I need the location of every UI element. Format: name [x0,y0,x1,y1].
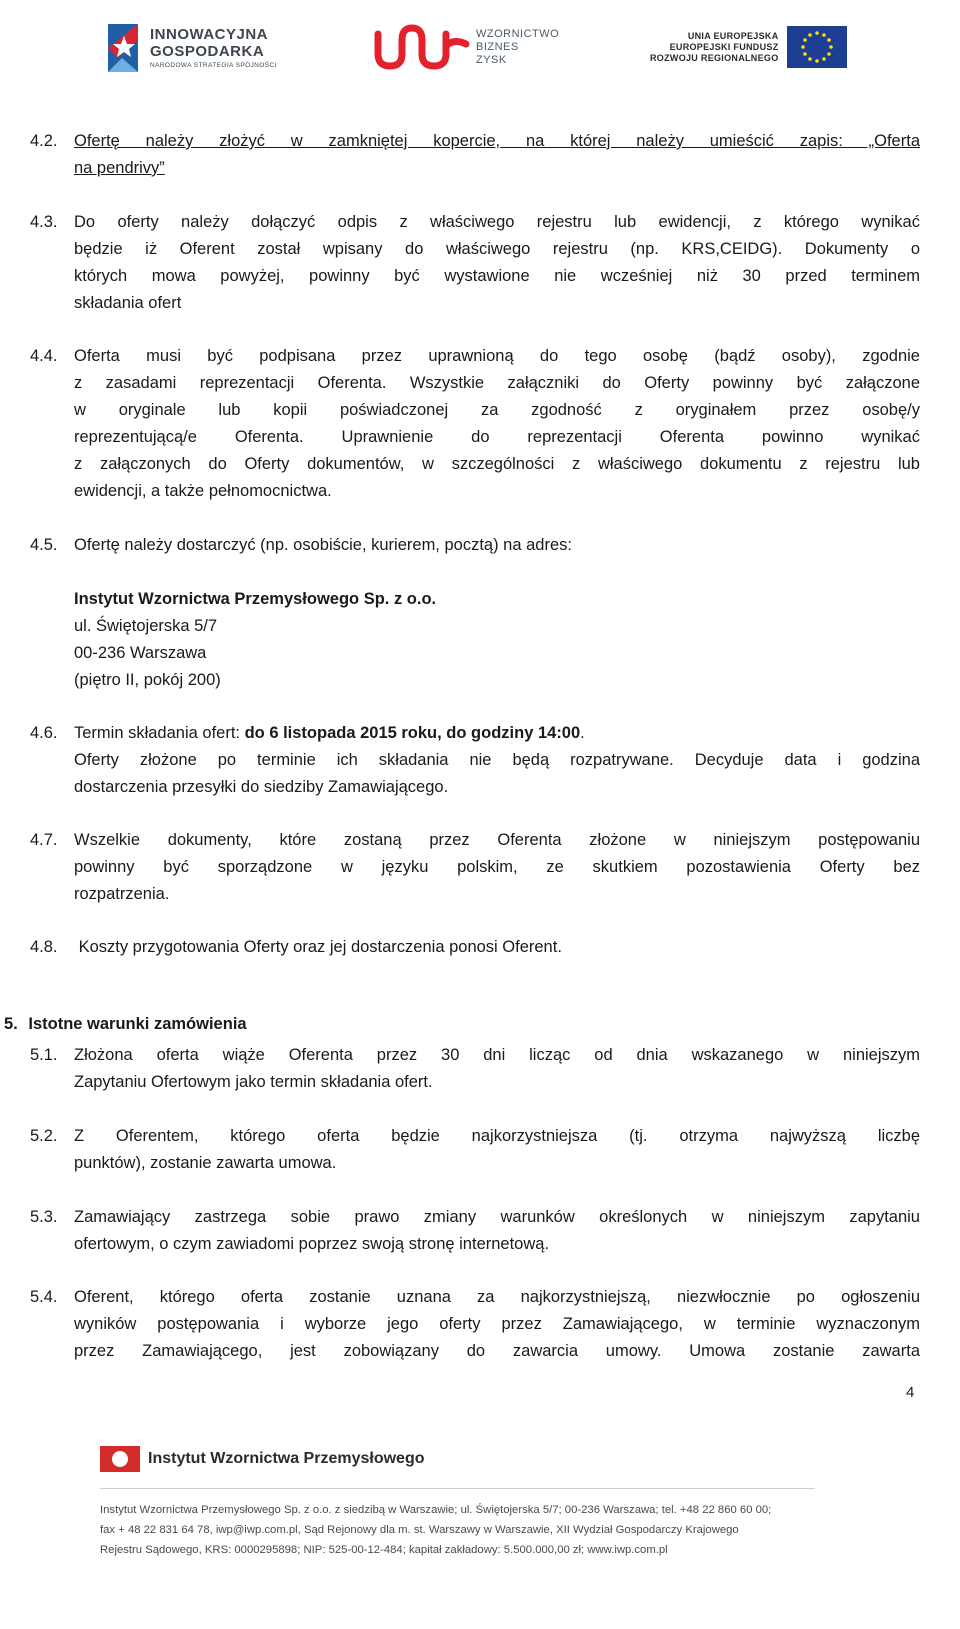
text-line: Zapytaniu Ofertowym jako termin składania ofert. [74,1073,433,1091]
iwp-name: Instytut Wzornictwa Przemysłowego [148,1450,425,1467]
deadline-period: . [580,724,585,742]
paragraph-4-3 [30,209,920,317]
text-line: Złożona oferta wiąże Oferenta przez 30 dni licząc od dnia wskazanego w niniejszym [74,1046,920,1064]
deadline-date: do 6 listopada 2015 roku, do godziny 14:00 [244,724,581,742]
paragraph-4-6 [30,720,920,801]
text-line: Oferent, którego oferta zostanie uznana za najkorzystniejszą, niezwłocznie po ogłoszeniu [74,1288,920,1306]
ig-line1: INNOWACYJNA [150,25,269,43]
paragraph-number: 4.3. [30,213,58,231]
section-5-heading [4,1015,247,1034]
paragraph-4-7 [30,827,920,908]
text-line: ewidencji, a także pełnomocnictwa. [74,482,332,500]
text-line: na pendrivy” [74,159,165,177]
paragraph-4-2 [30,128,920,182]
text-line: reprezentującą/e Oferenta. Uprawnienie do reprezentacji Oferenta powinno wynikać [74,428,920,446]
iwp-logo [100,1446,424,1472]
text-line: Oferty złożone po terminie ich składania nie będą rozpatrywane. Decyduje data i godzina [74,751,920,769]
text-line: Oferta musi być podpisana przez uprawnioną do tego osobę (bądź osoby), zgodnie [74,347,920,365]
address-street: ul. Świętojerska 5/7 [74,617,218,635]
text-line: wyników postępowania i wyborze jego oferty przez Zamawiającego, w terminie wyznaczonym [74,1315,920,1333]
wbz-line2: BIZNES [476,40,519,53]
address-company: Instytut Wzornictwa Przemysłowego Sp. z o.o. [74,590,437,608]
text-line: przez Zamawiającego, jest zobowiązany do zawarcia umowy. Umowa zostanie zawarta [74,1342,920,1360]
text-line: Ofertę należy dostarczyć (np. osobiście, kurierem, pocztą) na adres: [74,536,572,554]
footer-text [100,1500,820,1560]
paragraph-5-2 [30,1123,920,1177]
page-number: 4 [906,1384,915,1401]
unia-europejska-logo [650,12,847,82]
paragraph-4-8 [30,934,920,961]
address-room: (piętro II, pokój 200) [74,671,221,689]
deadline-label: Termin składania ofert: [74,724,245,742]
section-title: Istotne warunki zamówienia [28,1015,247,1033]
paragraph-5-3 [30,1204,920,1258]
ig-emblem-icon [104,18,144,76]
paragraph-number: 4.2. [30,132,58,150]
text-line: w oryginale lub kopii poświadczonej za zgodność z oryginałem przez osobę/y [74,401,920,419]
paragraph-4-5 [30,532,920,559]
paragraph-5-4 [30,1284,920,1365]
text-line: ofertowym, o czym zawiadomi poprzez swoją stronę internetową. [74,1235,550,1253]
paragraph-4-4 [30,343,920,505]
footer-line: Rejestru Sądowego, KRS: 0000295898; NIP: 525-00-12-484; kapitał zakładowy: 5.500.000,00 zł; www.iwp.com.pl [100,1544,668,1556]
text-line: Do oferty należy dołączyć odpis z właściwego rejestru lub ewidencji, z którego wynikać [74,213,920,231]
section-number: 5. [4,1015,18,1033]
eu-flag-icon [787,26,847,68]
footer-divider [100,1488,815,1489]
innowacyjna-gospodarka-logo [104,12,277,82]
ue-line1: UNIA EUROPEJSKA [687,30,779,41]
paragraph-number: 5.2. [30,1127,58,1145]
wbz-mark-icon [372,20,472,74]
text-line: Koszty przygotowania Oferty oraz jej dostarczenia ponosi Oferent. [74,938,562,956]
ue-line3: ROZWOJU REGIONALNEGO [650,52,779,63]
wzornictwo-biznes-zysk-logo [372,12,559,82]
paragraph-number: 5.4. [30,1288,58,1306]
text-line: Z Oferentem, którego oferta będzie najkorzystniejsza (tj. otrzyma najwyższą liczbę [74,1127,920,1145]
text-line: z załączonych do Oferty dokumentów, w szczególności z właściwego dokumentu z rejestru lub [74,455,920,473]
text-line: Wszelkie dokumenty, które zostaną przez Oferenta złożone w niniejszym postępowaniu [74,831,920,849]
paragraph-number: 4.5. [30,536,58,554]
wbz-line3: ZYSK [476,53,507,66]
text-line: dostarczenia przesyłki do siedziby Zamawiającego. [74,778,449,796]
paragraph-number: 4.6. [30,724,58,742]
footer-line: Instytut Wzornictwa Przemysłowego Sp. z o.o. z siedzibą w Warszawie; ul. Świętojerska 5/7; 00-236 Warszawa; tel. +48 22 860 60 00; [100,1504,772,1516]
address-city: 00-236 Warszawa [74,644,207,662]
ig-line3: NARODOWA STRATEGIA SPÓJNOŚCI [150,61,277,69]
ig-line2: GOSPODARKA [150,42,265,60]
paragraph-number: 4.7. [30,831,58,849]
text-line: powinny być sporządzone w języku polskim, ze skutkiem pozostawienia Oferty bez [74,858,920,876]
wbz-line1: WZORNICTWO [476,27,560,40]
text-line: będzie iż Oferent został wpisany do właściwego rejestru (np. KRS,CEIDG). Dokumenty o [74,240,920,258]
iwp-mark-icon [100,1446,140,1472]
paragraph-number: 4.4. [30,347,58,365]
paragraph-number: 4.8. [30,938,58,956]
text-line: Zamawiający zastrzega sobie prawo zmiany warunków określonych w niniejszym zapytaniu [74,1208,920,1226]
text-line: rozpatrzenia. [74,885,170,903]
ue-line2: EUROPEJSKI FUNDUSZ [669,41,779,52]
text-line: których mowa powyżej, powinny być wystawione nie wcześniej niż 30 przed terminem [74,267,920,285]
paragraph-number: 5.3. [30,1208,58,1226]
text-line: Ofertę należy złożyć w zamkniętej kopercie, na której należy umieścić zapis: „Oferta [74,132,920,150]
footer-line: fax + 48 22 831 64 78, iwp@iwp.com.pl, Sąd Rejonowy dla m. st. Warszawy w Warszawie, XII Wydział Gospodarczy Krajowego [100,1524,739,1536]
text-line: punktów), zostanie zawarta umowa. [74,1154,337,1172]
delivery-address [74,586,436,694]
deadline-line [74,720,920,747]
paragraph-number: 5.1. [30,1046,58,1064]
text-line: składania ofert [74,294,182,312]
text-line: z zasadami reprezentacji Oferenta. Wszystkie załączniki do Oferty powinny być załączone [74,374,920,392]
paragraph-5-1 [30,1042,920,1096]
